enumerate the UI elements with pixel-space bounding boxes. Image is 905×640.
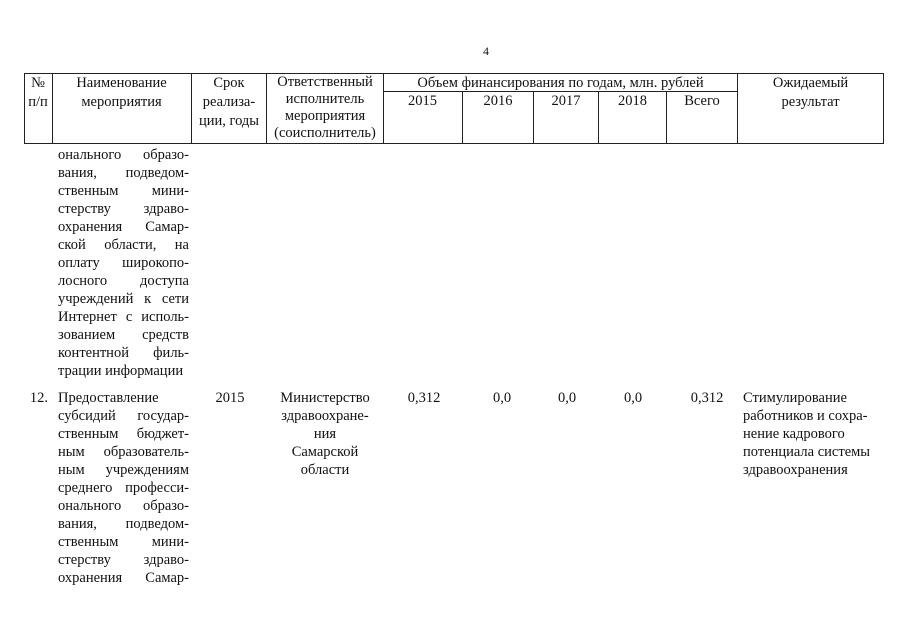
text-line: ской области, на bbox=[58, 237, 189, 253]
text-line: трации информации bbox=[58, 363, 184, 379]
text-line: зованием средств bbox=[58, 327, 189, 343]
text-line: контентной филь- bbox=[58, 345, 189, 361]
header-year-2017: 2017 bbox=[551, 93, 581, 109]
row-12-value-2016: 0,0 bbox=[492, 390, 512, 406]
text-line: стерству здраво- bbox=[58, 201, 189, 217]
text-line: среднего професси- bbox=[58, 480, 189, 496]
row-12-result: Стимулирование работников и сохра- нение кадрового потенциала системы здравоохранения bbox=[743, 390, 871, 478]
header-year-2015: 2015 bbox=[408, 93, 437, 109]
text-line: ственным бюджет- bbox=[58, 426, 189, 442]
text-line: ственным мини- bbox=[58, 183, 189, 199]
text-line: охранения Самар- bbox=[58, 570, 189, 586]
header-executor: Ответственный исполнитель мероприятия (соисполнитель) bbox=[274, 74, 376, 141]
row-12-value-2018: 0,0 bbox=[623, 390, 643, 406]
text-line: охранения Самар- bbox=[58, 219, 189, 235]
row-12-value-total: 0,312 bbox=[690, 390, 724, 406]
row-12-value-2017: 0,0 bbox=[557, 390, 577, 406]
header-num: № п/п bbox=[28, 75, 48, 110]
row-12-name bbox=[58, 389, 189, 587]
text-line: оплату широкопо- bbox=[58, 255, 189, 271]
row-12-executor: Министерство здравоохране- ния Самарской области bbox=[280, 390, 370, 478]
text-line: онального образо- bbox=[58, 147, 189, 163]
page-number: 4 bbox=[483, 44, 489, 58]
text-line: ственным мини- bbox=[58, 534, 189, 550]
text-line: ным учреждениям bbox=[58, 462, 189, 478]
header-year-2018: 2018 bbox=[618, 93, 647, 109]
text-line: ным образователь- bbox=[58, 444, 189, 460]
text-line: стерству здраво- bbox=[58, 552, 189, 568]
header-year-2016: 2016 bbox=[483, 93, 513, 109]
text-line: Интернет с исполь- bbox=[58, 309, 189, 325]
header-term: Срок реализа- ции, годы bbox=[198, 75, 260, 129]
header-funding: Объем финансирования по годам, млн. рублей bbox=[417, 75, 704, 91]
text-line: лосного доступа bbox=[58, 273, 189, 289]
text-line: Предоставление bbox=[58, 390, 159, 406]
header-name: Наименование мероприятия bbox=[76, 75, 167, 110]
row-12-number: 12. bbox=[29, 390, 48, 406]
text-line: учреждений к сети bbox=[58, 291, 189, 307]
header-result: Ожидаемый результат bbox=[772, 75, 849, 110]
text-line: субсидий государ- bbox=[58, 408, 189, 424]
text-line: вания, подведом- bbox=[58, 516, 189, 532]
row-12-term: 2015 bbox=[215, 390, 245, 406]
row-12-value-2015: 0,312 bbox=[407, 390, 441, 406]
continuation-name-text bbox=[58, 146, 189, 380]
text-line: вания, подведом- bbox=[58, 165, 189, 181]
header-total: Всего bbox=[684, 93, 720, 109]
text-line: онального образо- bbox=[58, 498, 189, 514]
